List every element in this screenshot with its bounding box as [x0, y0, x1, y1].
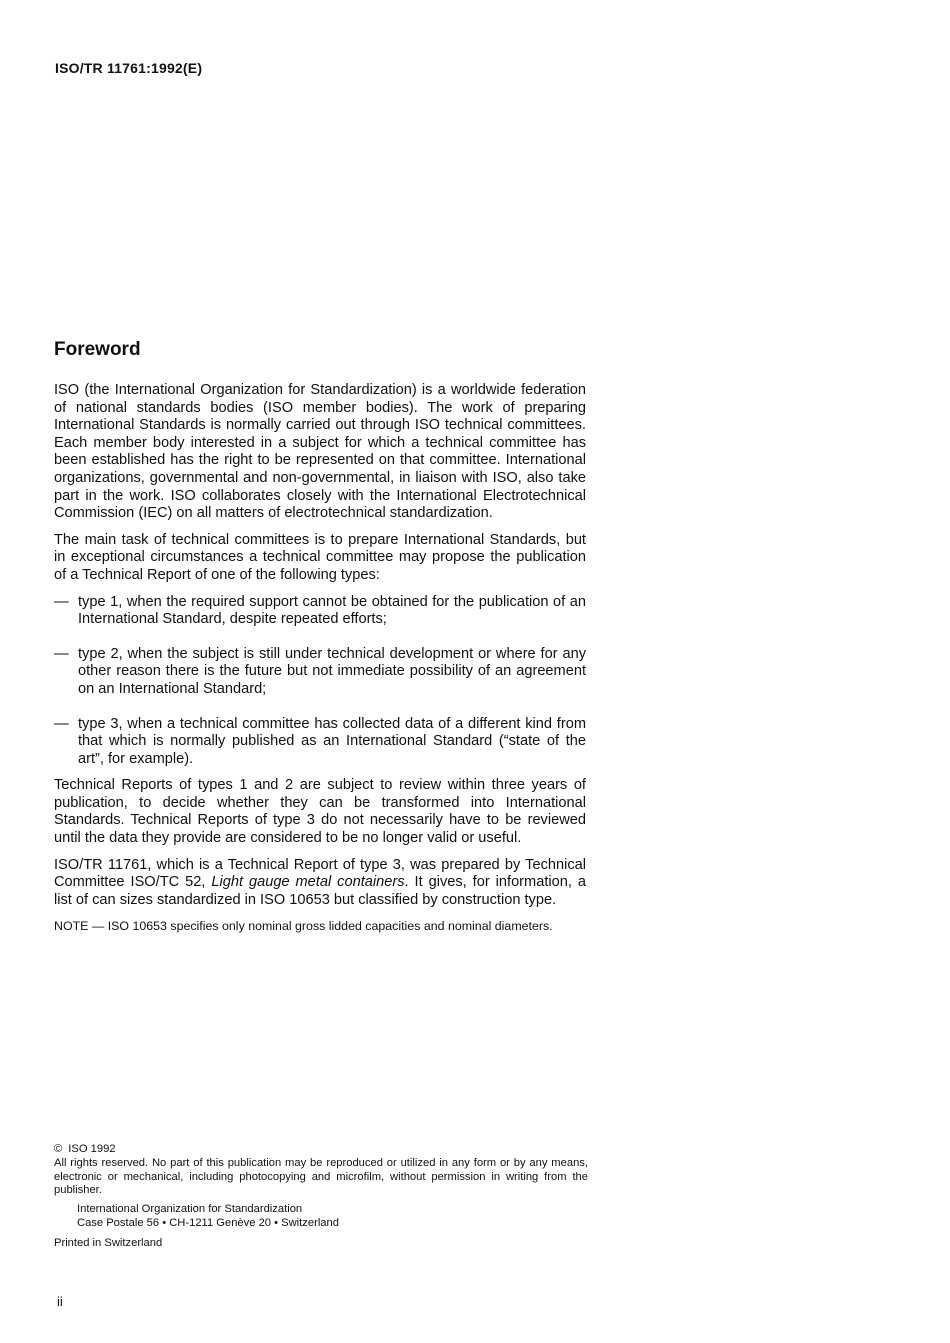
section-heading-foreword: Foreword [54, 339, 141, 360]
publisher-street: Case Postale 56 • CH-1211 Genève 20 • Switzerland [77, 1216, 339, 1229]
copyright-symbol: © [54, 1143, 63, 1155]
note-capacities: NOTE — ISO 10653 specifies only nominal gross lidded capacities and nominal diameters. [54, 919, 553, 934]
list-item-text: type 1, when the required support cannot be obtained for the publication of an International Standard, despite repeated efforts; [78, 593, 586, 628]
copyright-block [54, 1143, 588, 1251]
paragraph-technical-committees: The main task of technical committees is to prepare International Standards, but in exceptional circumstances a technical committee may propose the publication of a Technical Report of one of the following types: [54, 531, 586, 583]
prepared-by-text-end: . It gives, for information, a list of can sizes standardized in ISO 10653 but classified by construction type. [54, 874, 586, 908]
publisher-name: International Organization for Standardization [77, 1203, 303, 1216]
foreword-body [54, 382, 586, 935]
paragraph-review-policy: Technical Reports of types 1 and 2 are subject to review within three years of publication, to decide whether they can be transformed into International Standards. Technical Reports of type 3 do not necessarily have to be reviewed until the data they provide are considered to be no longer valid or useful. [54, 777, 586, 847]
list-item-type-2 [54, 646, 586, 699]
page-number: ii [57, 1294, 63, 1309]
copyright-line [54, 1143, 588, 1157]
list-item-type-1 [54, 594, 586, 629]
list-dash: — [54, 645, 69, 662]
paragraph-iso-description: ISO (the International Organization for Standardization) is a worldwide federation of national standards bodies (ISO member bodies). The work of preparing International Standards is normally carried out through ISO technical committees. Each member body interested in a subject for which a technical committee has been established has the right to be represented on that committee. International organizations, governmental and non-governmental, in liaison with ISO, also take part in the work. ISO collaborates closely with the International Electrotechnical Commission (IEC) on all matters of electrotechnical standardization. [54, 382, 586, 522]
prepared-by-text: ISO/TR 11761, which is a Technical Report of type 3, was prepared by Technical Committee ISO/TC 52, [54, 856, 586, 891]
list-item-type-3 [54, 716, 586, 769]
report-types-list [54, 594, 586, 769]
list-item-text: type 3, when a technical committee has collected data of a different kind from that which is normally published as an International Standard (“state of the art”, for example). [78, 715, 586, 767]
copyright-owner-year: ISO 1992 [68, 1143, 116, 1155]
document-id: ISO/TR 11761:1992(E) [55, 60, 203, 76]
publisher-address [77, 1203, 588, 1231]
committee-title-italic: Light gauge metal containers [211, 874, 405, 891]
list-item-text: type 2, when the subject is still under technical development or where for any other reason there is the future but not immediate possibility of an agreement on an International Standard; [78, 645, 586, 697]
list-dash: — [54, 715, 69, 732]
paragraph-prepared-by [54, 857, 586, 910]
list-dash: — [54, 593, 69, 610]
printed-in: Printed in Switzerland [54, 1236, 163, 1249]
rights-statement: All rights reserved. No part of this publication may be reproduced or utilized in any form or by any means, electronic or mechanical, including photocopying and microfilm, without permission in writing from the publisher. [54, 1156, 588, 1197]
